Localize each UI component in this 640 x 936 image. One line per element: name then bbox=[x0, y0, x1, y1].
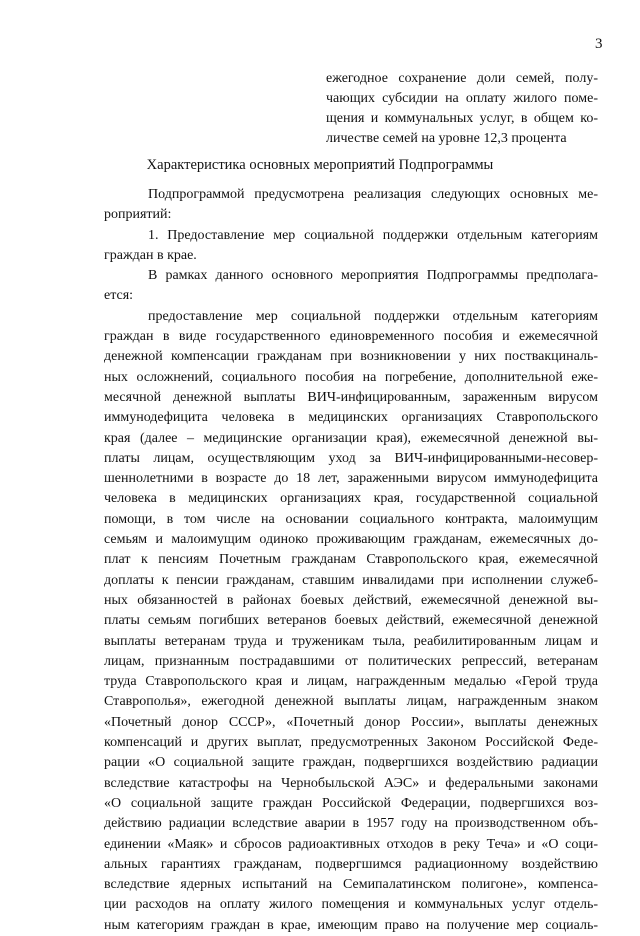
paragraph-line: ции расходов на оплату жилого помещения и коммунальных услуг отдель- bbox=[104, 897, 598, 913]
paragraph-line: граждан в крае. bbox=[104, 247, 197, 263]
paragraph-line: платы лицам, осуществляющим уход за ВИЧ-инфицированными-несовер- bbox=[104, 450, 598, 466]
intro-line: личестве семей на уровне 12,3 процента bbox=[326, 131, 567, 146]
paragraph-line: Ставрополья», ежегодной денежной выплаты лицам, награжденным знаком bbox=[104, 694, 598, 710]
section-heading: Характеристика основных мероприятий Подпрограммы bbox=[146, 157, 494, 173]
paragraph-line: граждан в виде государственного единовременного пособия и ежемесячной bbox=[104, 329, 598, 345]
paragraph-line: месячной денежной выплаты ВИЧ-инфицированным, зараженным вирусом bbox=[104, 389, 598, 405]
paragraph-line: иммунодефицита человека в медицинских организациях Ставропольского bbox=[104, 410, 598, 426]
paragraph-line: рации «О социальной защите граждан, подвергшихся воздействию радиации bbox=[104, 755, 598, 771]
paragraph-line: ных обязанностей в районах боевых действий, ежемесячной денежной вы- bbox=[104, 592, 598, 608]
paragraph bbox=[104, 185, 598, 226]
paragraph-line: Подпрограммой предусмотрена реализация следующих основных ме- bbox=[148, 187, 598, 202]
intro-line: щения и коммунальных услуг, в общем ко- bbox=[326, 111, 598, 126]
paragraph-line: действию радиации вследствие аварии в 1957 году на производственном объ- bbox=[104, 816, 598, 832]
paragraph-line: семьям и малоимущим одиноко проживающим гражданам, ежемесячных до- bbox=[104, 532, 598, 548]
paragraph-line: предоставление мер социальной поддержки отдельным категориям bbox=[148, 308, 598, 324]
paragraph-line: ется: bbox=[104, 288, 134, 304]
paragraph-line: альных гарантиях гражданам, подвергшимся радиационному воздействию bbox=[104, 856, 598, 872]
paragraph-line: В рамках данного основного мероприятия Подпрограммы предполага- bbox=[148, 268, 598, 284]
paragraph-line: вследствие ядерных испытаний на Семипалатинском полигоне», компенса- bbox=[104, 877, 598, 893]
paragraph-line: человека в медицинских организациях края, государственной социальной bbox=[104, 491, 598, 507]
paragraph-line: ным категориям граждан в крае, имеющим право на получение мер социаль- bbox=[104, 917, 598, 933]
paragraph bbox=[104, 266, 598, 307]
intro-line: чающих субсидии на оплату жилого поме- bbox=[326, 91, 598, 106]
intro-block bbox=[326, 69, 598, 149]
paragraph-line: «О социальной защите граждан Российской Федерации, подвергшихся воз- bbox=[104, 795, 598, 811]
paragraph-line: края (далее – медицинские организации края), ежемесячной денежной вы- bbox=[104, 430, 598, 446]
paragraph-line: 1. Предоставление мер социальной поддержки отдельным категориям bbox=[148, 227, 598, 243]
paragraph-line: доплаты к пенсии гражданам, ставшим инвалидами при исполнении служеб- bbox=[104, 572, 598, 588]
paragraph-line: труда Ставропольского края и лицам, награжденным медалью «Герой труда bbox=[104, 674, 598, 690]
paragraph-line: выплаты ветеранам труда и труженикам тыла, реабилитированным лицам и bbox=[104, 633, 598, 649]
intro-line: ежегодное сохранение доли семей, полу- bbox=[326, 71, 598, 86]
paragraph-line: платы семьям погибших ветеранов боевых действий, ежемесячной денежной bbox=[104, 613, 598, 629]
paragraph-line: помощи, в том числе на основании социального контракта, малоимущим bbox=[104, 511, 598, 527]
document-body bbox=[104, 185, 598, 936]
paragraph-line: плат к пенсиям Почетным гражданам Ставропольского края, ежемесячной bbox=[104, 552, 598, 568]
paragraph-line: роприятий: bbox=[104, 207, 172, 223]
paragraph bbox=[104, 226, 598, 267]
page-number: 3 bbox=[595, 36, 603, 52]
paragraph-line: «Почетный донор СССР», «Почетный донор России», выплаты денежных bbox=[104, 714, 598, 730]
paragraph-line: компенсаций и других выплат, предусмотренных Законом Российской Феде- bbox=[104, 735, 598, 751]
paragraph-line: шеннолетними в возрасте до 18 лет, зараженными вирусом иммунодефицита bbox=[104, 471, 598, 487]
paragraph-line: ных осложнений, социального пособия на погребение, дополнительной еже- bbox=[104, 369, 598, 385]
paragraph-line: вследствие катастрофы на Чернобыльской АЭС» и федеральными законами bbox=[104, 775, 598, 791]
paragraph bbox=[104, 307, 598, 936]
paragraph-line: единении «Маяк» и сбросов радиоактивных отходов в реку Теча» и «О соци- bbox=[104, 836, 598, 852]
paragraph-line: денежной компенсации гражданам при возникновении у них поствакциналь- bbox=[104, 349, 598, 365]
paragraph-line: лицам, признанным пострадавшими от политических репрессий, ветеранам bbox=[104, 653, 598, 669]
